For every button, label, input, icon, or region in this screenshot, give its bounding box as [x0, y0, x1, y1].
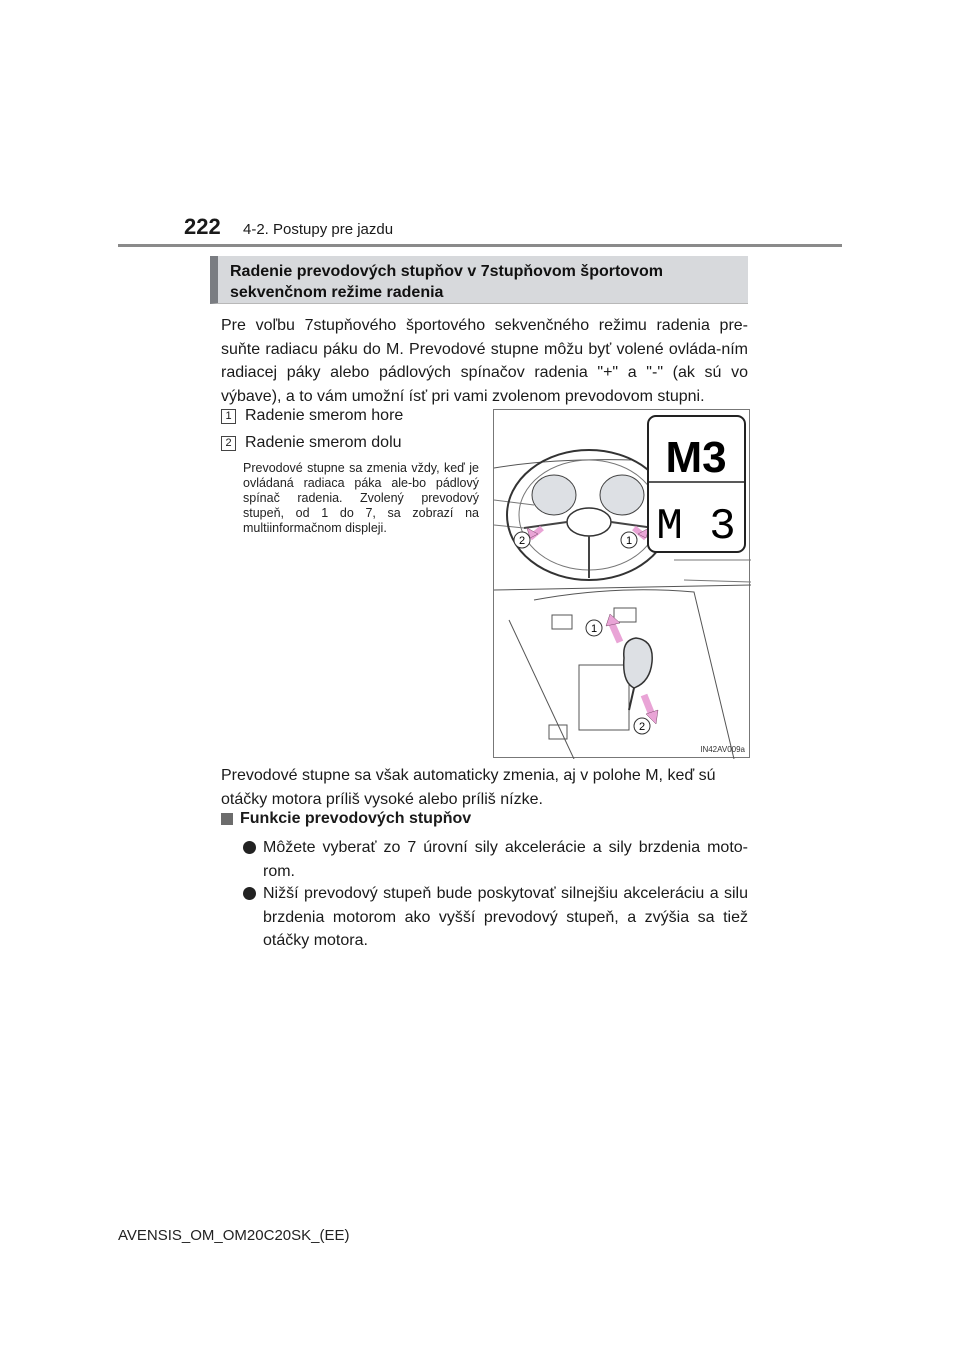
illustration-drawing — [494, 410, 751, 759]
header-divider — [118, 244, 842, 247]
callout-1-bottom: 1 — [590, 623, 598, 635]
sub-heading-text: Funkcie prevodových stupňov — [240, 810, 472, 827]
section-title: Radenie prevodových stupňov v 7stupňovom športovom sekvenčnom režime radenia — [230, 263, 663, 301]
bullet-dot-icon — [243, 887, 256, 900]
sub-heading — [221, 810, 471, 828]
callout-1-top: 1 — [625, 535, 633, 547]
figure-code: IN42AV009a — [700, 745, 745, 754]
bullet-text-2: Nižší prevodový stupeň bude poskytovať silnejšiu akceleráciu a silu brzdenia motorom ako vyšší prevodový stupeň, a zvýšia sa tiež otáčky motora. — [263, 885, 748, 949]
callout-2-bottom: 2 — [638, 721, 646, 733]
bullet-text-1: Môžete vyberať zo 7 úrovní sily akcelerácie a sily brzdenia moto-rom. — [263, 839, 748, 880]
bullet-item-2 — [243, 882, 748, 953]
page-number: 222 — [184, 214, 221, 239]
callout-2-top: 2 — [518, 535, 526, 547]
bullet-dot-icon — [243, 841, 256, 854]
display-large: M 3 — [656, 502, 736, 552]
item-shift-down — [221, 434, 402, 452]
bullet-item-1 — [243, 836, 748, 883]
square-bullet-icon — [221, 813, 233, 825]
intro-paragraph: Pre voľbu 7stupňového športového sekvenčného režimu radenia pre-suňte radiacu páku do M. Prevodové stupne môžu byť volené ovláda-ním radiacej páky alebo pádlových spínačov radenia "+" a "-" (ak sú vo výbave), a to vám umožní ísť pri vami zvolenom prevodovom stupni. — [221, 317, 748, 405]
gear-shift-illustration — [493, 409, 750, 758]
item-shift-up — [221, 407, 403, 425]
section-header: 4-2. Postupy pre jazdu — [243, 221, 394, 238]
item-label-1: Radenie smerom hore — [245, 407, 404, 424]
section-title-box — [210, 256, 748, 304]
note-paragraph: Prevodové stupne sa zmenia vždy, keď je ovládaná radiaca páka ale-bo pádlový spínač radenia. Zvolený prevodový stupeň, od 1 do 7, sa zobrazí na multiinformačnom displeji. — [243, 461, 479, 535]
item-number-2: 2 — [221, 436, 236, 451]
document-footer: AVENSIS_OM_OM20C20SK_(EE) — [118, 1227, 350, 1244]
auto-shift-paragraph: Prevodové stupne sa však automaticky zmenia, aj v polohe M, keď sú otáčky motora príliš vysoké alebo príliš nízke. — [221, 767, 716, 808]
item-label-2: Radenie smerom dolu — [245, 434, 402, 451]
item-number-1: 1 — [221, 409, 236, 424]
display-small: M3 — [665, 433, 727, 482]
